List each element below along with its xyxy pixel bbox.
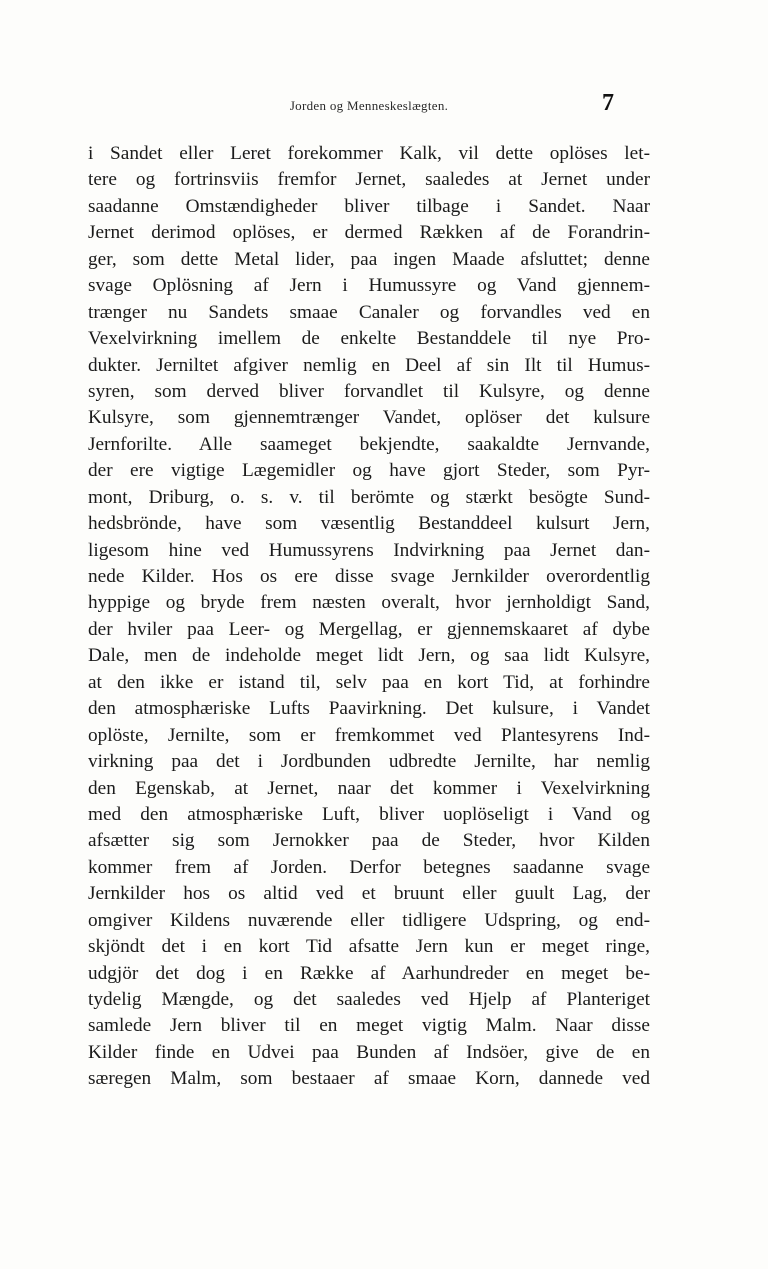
text-line: hedsbrönde, have som væsentlig Bestanddeel kulsurt Jern,: [88, 513, 650, 535]
text-line: nede Kilder. Hos os ere disse svage Jernkilder overordentlig: [88, 566, 650, 587]
text-line: tydelig Mængde, og det saaledes ved Hjelp af Planteriget: [88, 989, 650, 1010]
running-head: [88, 90, 650, 118]
text-line: syren, som derved bliver forvandlet til Kulsyre, og denne: [88, 380, 650, 402]
text-line: med den atmosphæriske Luft, bliver uoplöseligt i Vand og: [88, 803, 650, 825]
text-line: der ere vigtige Lægemidler og have gjort Steder, som Pyr-: [88, 460, 650, 482]
text-line: Jernkilder hos os altid ved et bruunt eller guult Lag, der: [88, 883, 650, 905]
text-line: dukter. Jerniltet afgiver nemlig en Deel af sin Ilt til Humus-: [88, 354, 650, 376]
text-line: omgiver Kildens nuværende eller tidligere Udspring, og end-: [88, 909, 650, 931]
text-line: den Egenskab, at Jernet, naar det kommer i Vexelvirkning: [88, 777, 650, 799]
text-line: udgjör det dog i en Række af Aarhundreder en meget be-: [88, 962, 650, 984]
text-line: Jernet derimod oplöses, er dermed Rækken af de Forandrin-: [88, 222, 650, 244]
text-line: ger, som dette Metal lider, paa ingen Maade afsluttet; denne: [88, 248, 650, 270]
body-text: [88, 141, 650, 1093]
text-line: hyppige og bryde frem næsten overalt, hvor jernholdigt Sand,: [88, 592, 650, 614]
text-line: i Sandet eller Leret forekommer Kalk, vil dette oplöses let-: [88, 143, 650, 164]
text-line: Kulsyre, som gjennemtrænger Vandet, oplöser det kulsure: [88, 407, 650, 429]
text-line: Jernforilte. Alle saameget bekjendte, saakaldte Jernvande,: [88, 433, 650, 455]
text-line: samlede Jern bliver til en meget vigtig Malm. Naar disse: [88, 1015, 650, 1037]
text-line: der hviler paa Leer- og Mergellag, er gjennemskaaret af dybe: [88, 618, 650, 640]
running-title: Jorden og Menneskeslægten.: [289, 98, 449, 113]
text-line: særegen Malm, som bestaaer af smaae Korn, dannede ved: [88, 1068, 650, 1090]
text-line: mont, Driburg, o. s. v. til berömte og stærkt besögte Sund-: [88, 486, 650, 508]
text-line: Vexelvirkning imellem de enkelte Bestanddele til nye Pro-: [88, 328, 650, 350]
page-number: 7: [602, 90, 614, 116]
text-line: Kilder finde en Udvei paa Bunden af Indsöer, give de en: [88, 1041, 650, 1063]
text-line: virkning paa det i Jordbunden udbredte Jernilte, har nemlig: [88, 751, 650, 773]
text-line: at den ikke er istand til, selv paa en kort Tid, at forhindre: [88, 671, 650, 693]
text-line: skjöndt det i en kort Tid afsatte Jern kun er meget ringe,: [88, 936, 650, 958]
text-line: afsætter sig som Jernokker paa de Steder, hvor Kilden: [88, 830, 650, 852]
text-line: Dale, men de indeholde meget lidt Jern, og saa lidt Kulsyre,: [88, 645, 650, 667]
text-line: den atmosphæriske Lufts Paavirkning. Det kulsure, i Vandet: [88, 698, 650, 720]
text-line: saadanne Omstændigheder bliver tilbage i Sandet. Naar: [88, 195, 650, 217]
text-line: svage Oplösning af Jern i Humussyre og Vand gjennem-: [88, 275, 650, 297]
text-line: tere og fortrinsviis fremfor Jernet, saaledes at Jernet under: [88, 169, 650, 191]
text-line: ligesom hine ved Humussyrens Indvirkning paa Jernet dan-: [88, 539, 650, 561]
text-line: trænger nu Sandets smaae Canaler og forvandles ved en: [88, 301, 650, 323]
text-line: oplöste, Jernilte, som er fremkommet ved Plantesyrens Ind-: [88, 724, 650, 746]
text-line: kommer frem af Jorden. Derfor betegnes saadanne svage: [88, 856, 650, 878]
